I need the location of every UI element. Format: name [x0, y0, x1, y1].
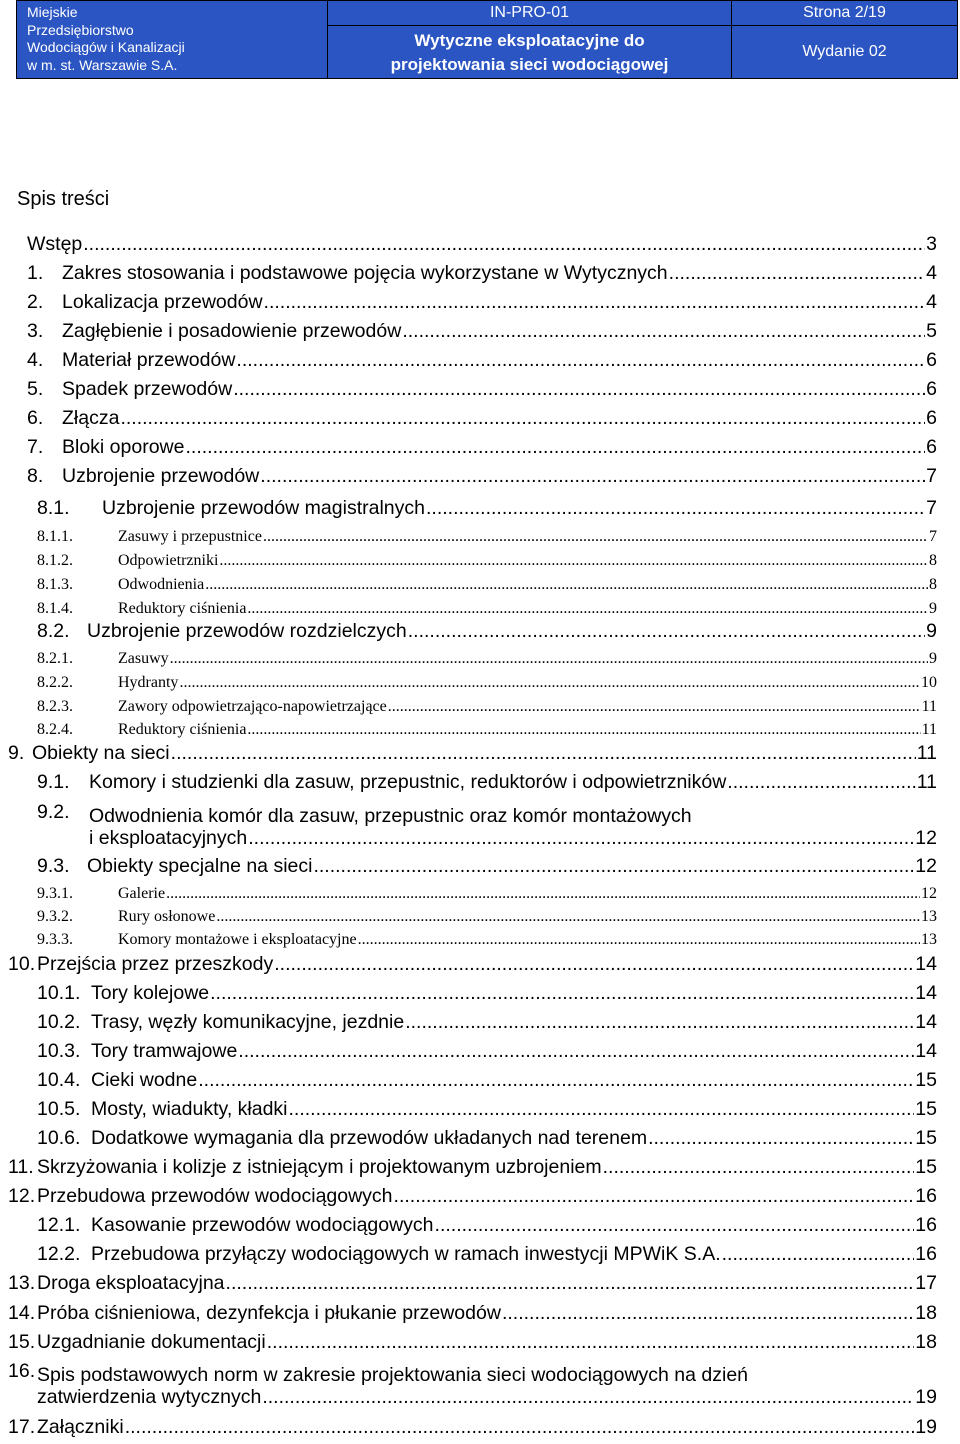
toc-entry-label: Tory kolejowe: [91, 982, 210, 1004]
toc-entry-number: 4.: [27, 349, 44, 371]
toc-entry-number: 10.: [8, 953, 36, 975]
toc-entry[interactable]: [37, 885, 937, 903]
org-line: w m. st. Warszawie S.A.: [27, 56, 178, 73]
toc-leader-dots: [233, 378, 925, 400]
toc-entry[interactable]: [8, 953, 937, 975]
toc-entry-page: 5: [926, 320, 937, 342]
toc-entry[interactable]: [37, 528, 937, 546]
toc-entry-page: 19: [915, 1386, 937, 1408]
toc-entry-label: Załączniki: [37, 1416, 124, 1438]
toc-leader-dots: [388, 698, 921, 716]
toc-entry-page: 15: [915, 1069, 937, 1091]
toc-entry[interactable]: [8, 1272, 937, 1294]
toc-entry-page: 3: [926, 233, 937, 255]
toc-entry[interactable]: [37, 1011, 937, 1033]
toc-entry-number: 8.2.: [37, 620, 70, 642]
toc-entry-label: Próba ciśnieniowa, dezynfekcja i płukanie przewodów: [37, 1302, 501, 1324]
toc-entry-page: 10: [921, 674, 937, 691]
toc-leader-dots: [402, 320, 925, 342]
toc-entry-label: Reduktory ciśnienia: [118, 721, 247, 738]
toc-entry-number: 8.1.2.: [37, 552, 73, 569]
document-code: IN-PRO-01: [328, 1, 731, 26]
toc-entry-page: 6: [926, 378, 937, 400]
toc-entry-label: Spadek przewodów: [62, 378, 233, 400]
toc-entry[interactable]: [37, 600, 937, 618]
toc-leader-dots: [166, 885, 920, 903]
toc-entry-page: 7: [926, 465, 937, 487]
toc-entry[interactable]: [37, 801, 937, 849]
toc-entry-page: 8: [929, 552, 937, 569]
toc-entry-label: Spis podstawowych norm w zakresie projektowania sieci wodociągowych na dzień: [37, 1364, 749, 1386]
toc-entry-number: 9.3.1.: [37, 885, 73, 902]
document-title-cell: [328, 1, 732, 79]
toc-entry-page: 17: [915, 1272, 937, 1294]
org-line: Przedsiębiorstwo: [27, 21, 134, 38]
toc-entry-label: Zagłębienie i posadowienie przewodów: [62, 320, 402, 342]
toc-entry-number: 6.: [27, 407, 44, 429]
toc-leader-dots: [125, 1416, 915, 1438]
toc-entry-page: 13: [921, 931, 937, 948]
toc-entry-label: Materiał przewodów: [62, 349, 236, 371]
toc-entry-number: 5.: [27, 378, 44, 400]
toc-entry-page: 14: [915, 982, 937, 1004]
toc-entry[interactable]: [37, 497, 937, 519]
toc-entry-label: Cieki wodne: [91, 1069, 198, 1091]
toc-entry[interactable]: [37, 1069, 937, 1091]
toc-leader-dots: [219, 552, 928, 570]
toc-entry-number: 12.: [8, 1185, 36, 1207]
toc-entry[interactable]: [8, 742, 937, 764]
toc-entry-page: 11: [921, 698, 937, 715]
toc-entry-label: Uzbrojenie przewodów rozdzielczych: [87, 620, 407, 642]
toc-leader-dots: [205, 576, 928, 594]
toc-entry-number: 9.1.: [37, 771, 70, 793]
toc-entry[interactable]: [8, 1360, 937, 1408]
toc-entry-page: 11: [916, 742, 937, 764]
toc-entry[interactable]: [37, 552, 937, 570]
toc-entry-number: 14.: [8, 1302, 36, 1324]
toc-entry-label: Przebudowa przyłączy wodociągowych w ramach inwestycji MPWiK S.A.: [91, 1243, 721, 1265]
toc-entry[interactable]: [27, 436, 937, 458]
toc-entry-page: 15: [915, 1127, 937, 1149]
toc-entry-number: 8.2.4.: [37, 721, 73, 738]
toc-entry-number: 9.3.: [37, 855, 70, 877]
toc-leader-dots: [226, 1272, 915, 1294]
toc-entry-page: 16: [915, 1185, 937, 1207]
toc-entry[interactable]: [37, 908, 937, 926]
toc-entry-number: 2.: [27, 291, 44, 313]
toc-entry[interactable]: [27, 320, 937, 342]
edition-label: Wydanie 02: [802, 43, 887, 60]
toc-entry[interactable]: [27, 262, 937, 284]
toc-leader-dots: [408, 620, 925, 642]
toc-entry-page: 12: [921, 885, 937, 902]
toc-title: Spis treści: [17, 188, 110, 210]
toc-entry-page: 12: [915, 855, 937, 877]
toc-entry-number: 17.: [8, 1416, 36, 1438]
toc-entry-label: Dodatkowe wymagania dla przewodów układanych nad terenem: [91, 1127, 648, 1149]
toc-entry-label: Bloki oporowe: [62, 436, 185, 458]
toc-entry-number: 10.1.: [37, 982, 81, 1004]
toc-entry-label: Zasuwy: [118, 650, 169, 667]
toc-entry[interactable]: [27, 378, 937, 400]
toc-leader-dots: [358, 931, 920, 949]
toc-entry-label: Komory montażowe i eksploatacyjne: [118, 931, 357, 948]
toc-entry-number: 9.3.3.: [37, 931, 73, 948]
toc-entry-label: Skrzyżowania i kolizje z istniejącym i projektowanym uzbrojeniem: [37, 1156, 602, 1178]
toc-entry-page: 6: [926, 436, 937, 458]
toc-entry-number: 3.: [27, 320, 44, 342]
toc-entry-label: Obiekty specjalne na sieci: [87, 855, 313, 877]
toc-entry-number: 10.5.: [37, 1098, 81, 1120]
toc-entry-page: 8: [929, 576, 937, 593]
toc-leader-dots: [603, 1156, 915, 1178]
toc-entry-label-wrap: [37, 1364, 937, 1408]
document-title: [328, 26, 731, 77]
toc-leader-dots: [247, 600, 928, 618]
toc-leader-dots: [185, 436, 925, 458]
toc-entry-number: 16.: [8, 1360, 36, 1382]
toc-entry[interactable]: [27, 233, 937, 255]
toc-entry-number: 9.: [8, 742, 25, 764]
toc-entry-number: 8.: [27, 465, 44, 487]
toc-entry-number: 15.: [8, 1331, 36, 1353]
toc-entry-label: Tory tramwajowe: [91, 1040, 238, 1062]
toc-entry-page: 11: [921, 721, 937, 738]
toc-leader-dots: [648, 1127, 914, 1149]
toc-entry-number: 10.6.: [37, 1127, 81, 1149]
toc-entry[interactable]: [8, 1156, 937, 1178]
page-number: Strona 2/19: [732, 1, 957, 26]
toc-leader-dots: [260, 465, 925, 487]
toc-entry[interactable]: [37, 650, 937, 668]
toc-entry-label: Lokalizacja przewodów: [62, 291, 263, 313]
toc-entry-page: 14: [915, 1011, 937, 1033]
toc-entry[interactable]: [37, 982, 937, 1004]
toc-leader-dots: [238, 1040, 914, 1062]
toc-entry-label: Przebudowa przewodów wodociągowych: [37, 1185, 393, 1207]
toc-leader-dots: [210, 982, 914, 1004]
toc-entry[interactable]: [37, 576, 937, 594]
toc-entry-label: zatwierdzenia wytycznych: [37, 1386, 262, 1408]
toc-entry-label-wrap: [89, 805, 937, 849]
toc-entry[interactable]: [37, 1127, 937, 1149]
toc-entry-number: 9.3.2.: [37, 908, 73, 925]
toc-leader-dots: [83, 233, 925, 255]
toc-leader-dots: [267, 1331, 915, 1353]
toc-entry-page: 14: [915, 1040, 937, 1062]
toc-entry-number: 12.1.: [37, 1214, 81, 1236]
toc-leader-dots: [198, 1069, 914, 1091]
toc-entry[interactable]: [37, 674, 937, 692]
toc-entry-label: Kasowanie przewodów wodociągowych: [91, 1214, 434, 1236]
toc-entry-number: 10.3.: [37, 1040, 81, 1062]
toc-entry-label: Odpowietrzniki: [118, 552, 219, 569]
toc-entry-label: Uzbrojenie przewodów: [62, 465, 260, 487]
document-meta-cell: [732, 1, 958, 79]
toc-entry-page: 9: [926, 620, 937, 642]
document-title-line: projektowania sieci wodociągowej: [390, 55, 669, 74]
toc-entry[interactable]: [37, 855, 937, 877]
toc-entry-page: 14: [915, 953, 937, 975]
toc-leader-dots: [722, 1243, 915, 1265]
toc-entry-label: Galerie: [118, 885, 166, 902]
toc-entry[interactable]: [27, 291, 937, 313]
toc-entry-label: Zawory odpowietrzająco-napowietrzające: [118, 698, 387, 715]
toc-entry[interactable]: [37, 771, 937, 793]
document-header: [16, 0, 958, 79]
toc-entry-number: 12.2.: [37, 1243, 81, 1265]
toc-entry-page: 7: [926, 497, 937, 519]
toc-entry[interactable]: [27, 407, 937, 429]
toc-leader-dots: [262, 1386, 914, 1408]
toc-leader-dots: [426, 497, 925, 519]
toc-entry-number: 10.2.: [37, 1011, 81, 1033]
toc-entry[interactable]: [27, 465, 937, 487]
toc-entry-page: 11: [916, 771, 937, 793]
toc-entry-page: 4: [926, 291, 937, 313]
toc-entry-page: 18: [915, 1331, 937, 1353]
toc-entry-number: 8.1.: [37, 497, 70, 519]
toc-entry-number: 7.: [27, 436, 44, 458]
toc-entry-page: 15: [915, 1156, 937, 1178]
toc-entry-label-line: [89, 827, 937, 849]
toc-entry[interactable]: [8, 1331, 937, 1353]
toc-entry-page: 6: [926, 349, 937, 371]
toc-entry[interactable]: [8, 1416, 937, 1438]
toc-entry-label: Rury osłonowe: [118, 908, 216, 925]
toc-entry-page: 9: [929, 650, 937, 667]
toc-entry-label: Obiekty na sieci: [32, 742, 170, 764]
toc-leader-dots: [435, 1214, 915, 1236]
toc-entry-page: 16: [915, 1214, 937, 1236]
toc-entry[interactable]: [37, 698, 937, 716]
toc-entry-page: 4: [926, 262, 937, 284]
document-title-line: Wytyczne eksploatacyjne do: [414, 31, 645, 50]
toc-entry[interactable]: [27, 349, 937, 371]
toc-entry[interactable]: [8, 1302, 937, 1324]
toc-leader-dots: [248, 827, 914, 849]
toc-entry[interactable]: [37, 1214, 937, 1236]
toc-entry-label: Wstęp: [27, 233, 83, 255]
toc-leader-dots: [236, 349, 925, 371]
toc-entry-page: 9: [929, 600, 937, 617]
toc-entry-number: 13.: [8, 1272, 36, 1294]
toc-entry-label: Uzgadnianie dokumentacji: [37, 1331, 266, 1353]
toc-entry-number: 1.: [27, 262, 44, 284]
toc-entry-number: 11.: [8, 1156, 34, 1178]
toc-leader-dots: [502, 1302, 914, 1324]
toc-leader-dots: [394, 1185, 915, 1207]
toc-entry-label: i eksploatacyjnych: [89, 827, 248, 849]
toc-leader-dots: [313, 855, 914, 877]
toc-leader-dots: [170, 650, 928, 668]
toc-entry[interactable]: [37, 1098, 937, 1120]
toc-entry[interactable]: [37, 1243, 937, 1265]
toc-entry-label: Złącza: [62, 407, 120, 429]
toc-entry-number: 8.1.4.: [37, 600, 73, 617]
toc-entry-number: 9.2.: [37, 801, 70, 823]
toc-entry-page: 19: [915, 1416, 937, 1438]
toc-leader-dots: [405, 1011, 914, 1033]
toc-leader-dots: [120, 407, 925, 429]
toc-entry-label: Komory i studzienki dla zasuw, przepustnic, reduktorów i odpowietrzników: [89, 771, 727, 793]
toc-entry-page: 15: [915, 1098, 937, 1120]
toc-leader-dots: [264, 291, 926, 313]
toc-leader-dots: [179, 674, 920, 692]
toc-entry-number: 8.1.1.: [37, 528, 73, 545]
toc-entry[interactable]: [37, 1040, 937, 1062]
toc-entry-number: 8.2.2.: [37, 674, 73, 691]
toc-entry-page: 13: [921, 908, 937, 925]
toc-entry-number: 8.2.1.: [37, 650, 73, 667]
toc-entry[interactable]: [37, 721, 937, 739]
toc-entry-label: Hydranty: [118, 674, 179, 691]
org-line: Miejskie: [27, 4, 78, 20]
toc-leader-dots: [171, 742, 916, 764]
toc-entry-label: Przejścia przez przeszkody: [37, 953, 274, 975]
toc-entry-label: Droga eksploatacyjna: [37, 1272, 225, 1294]
toc-leader-dots: [263, 528, 928, 546]
toc-entry-label: Zakres stosowania i podstawowe pojęcia wykorzystane w Wytycznych: [62, 262, 668, 284]
toc-entry[interactable]: [37, 620, 937, 642]
toc-leader-dots: [289, 1098, 915, 1120]
toc-entry-number: 10.4.: [37, 1069, 81, 1091]
toc-entry[interactable]: [37, 931, 937, 949]
organization-name: [17, 1, 328, 79]
toc-entry-label: Zasuwy i przepustnice: [118, 528, 262, 545]
toc-leader-dots: [216, 908, 920, 926]
toc-entry-label: Reduktory ciśnienia: [118, 600, 247, 617]
toc-entry-page: 12: [915, 827, 937, 849]
toc-entry-label: Odwodnienia komór dla zasuw, przepustnic oraz komór montażowych: [89, 805, 692, 827]
toc-entry-label-line: [37, 1386, 937, 1408]
toc-leader-dots: [669, 262, 925, 284]
toc-entry-page: 16: [915, 1243, 937, 1265]
toc-leader-dots: [247, 721, 920, 739]
toc-entry-label: Uzbrojenie przewodów magistralnych: [102, 497, 425, 519]
toc-entry-label: Mosty, wiadukty, kładki: [91, 1098, 288, 1120]
toc-entry-label: Trasy, węzły komunikacyjne, jezdnie: [91, 1011, 405, 1033]
toc-entry[interactable]: [8, 1185, 937, 1207]
org-line: Wodociągów i Kanalizacji: [27, 39, 185, 55]
toc-entry-number: 8.1.3.: [37, 576, 73, 593]
toc-leader-dots: [727, 771, 915, 793]
toc-leader-dots: [274, 953, 914, 975]
toc-entry-page: 7: [929, 528, 937, 545]
toc-entry-page: 6: [926, 407, 937, 429]
toc-entry-number: 8.2.3.: [37, 698, 73, 715]
toc-entry-label: Odwodnienia: [118, 576, 205, 593]
toc-entry-page: 18: [915, 1302, 937, 1324]
